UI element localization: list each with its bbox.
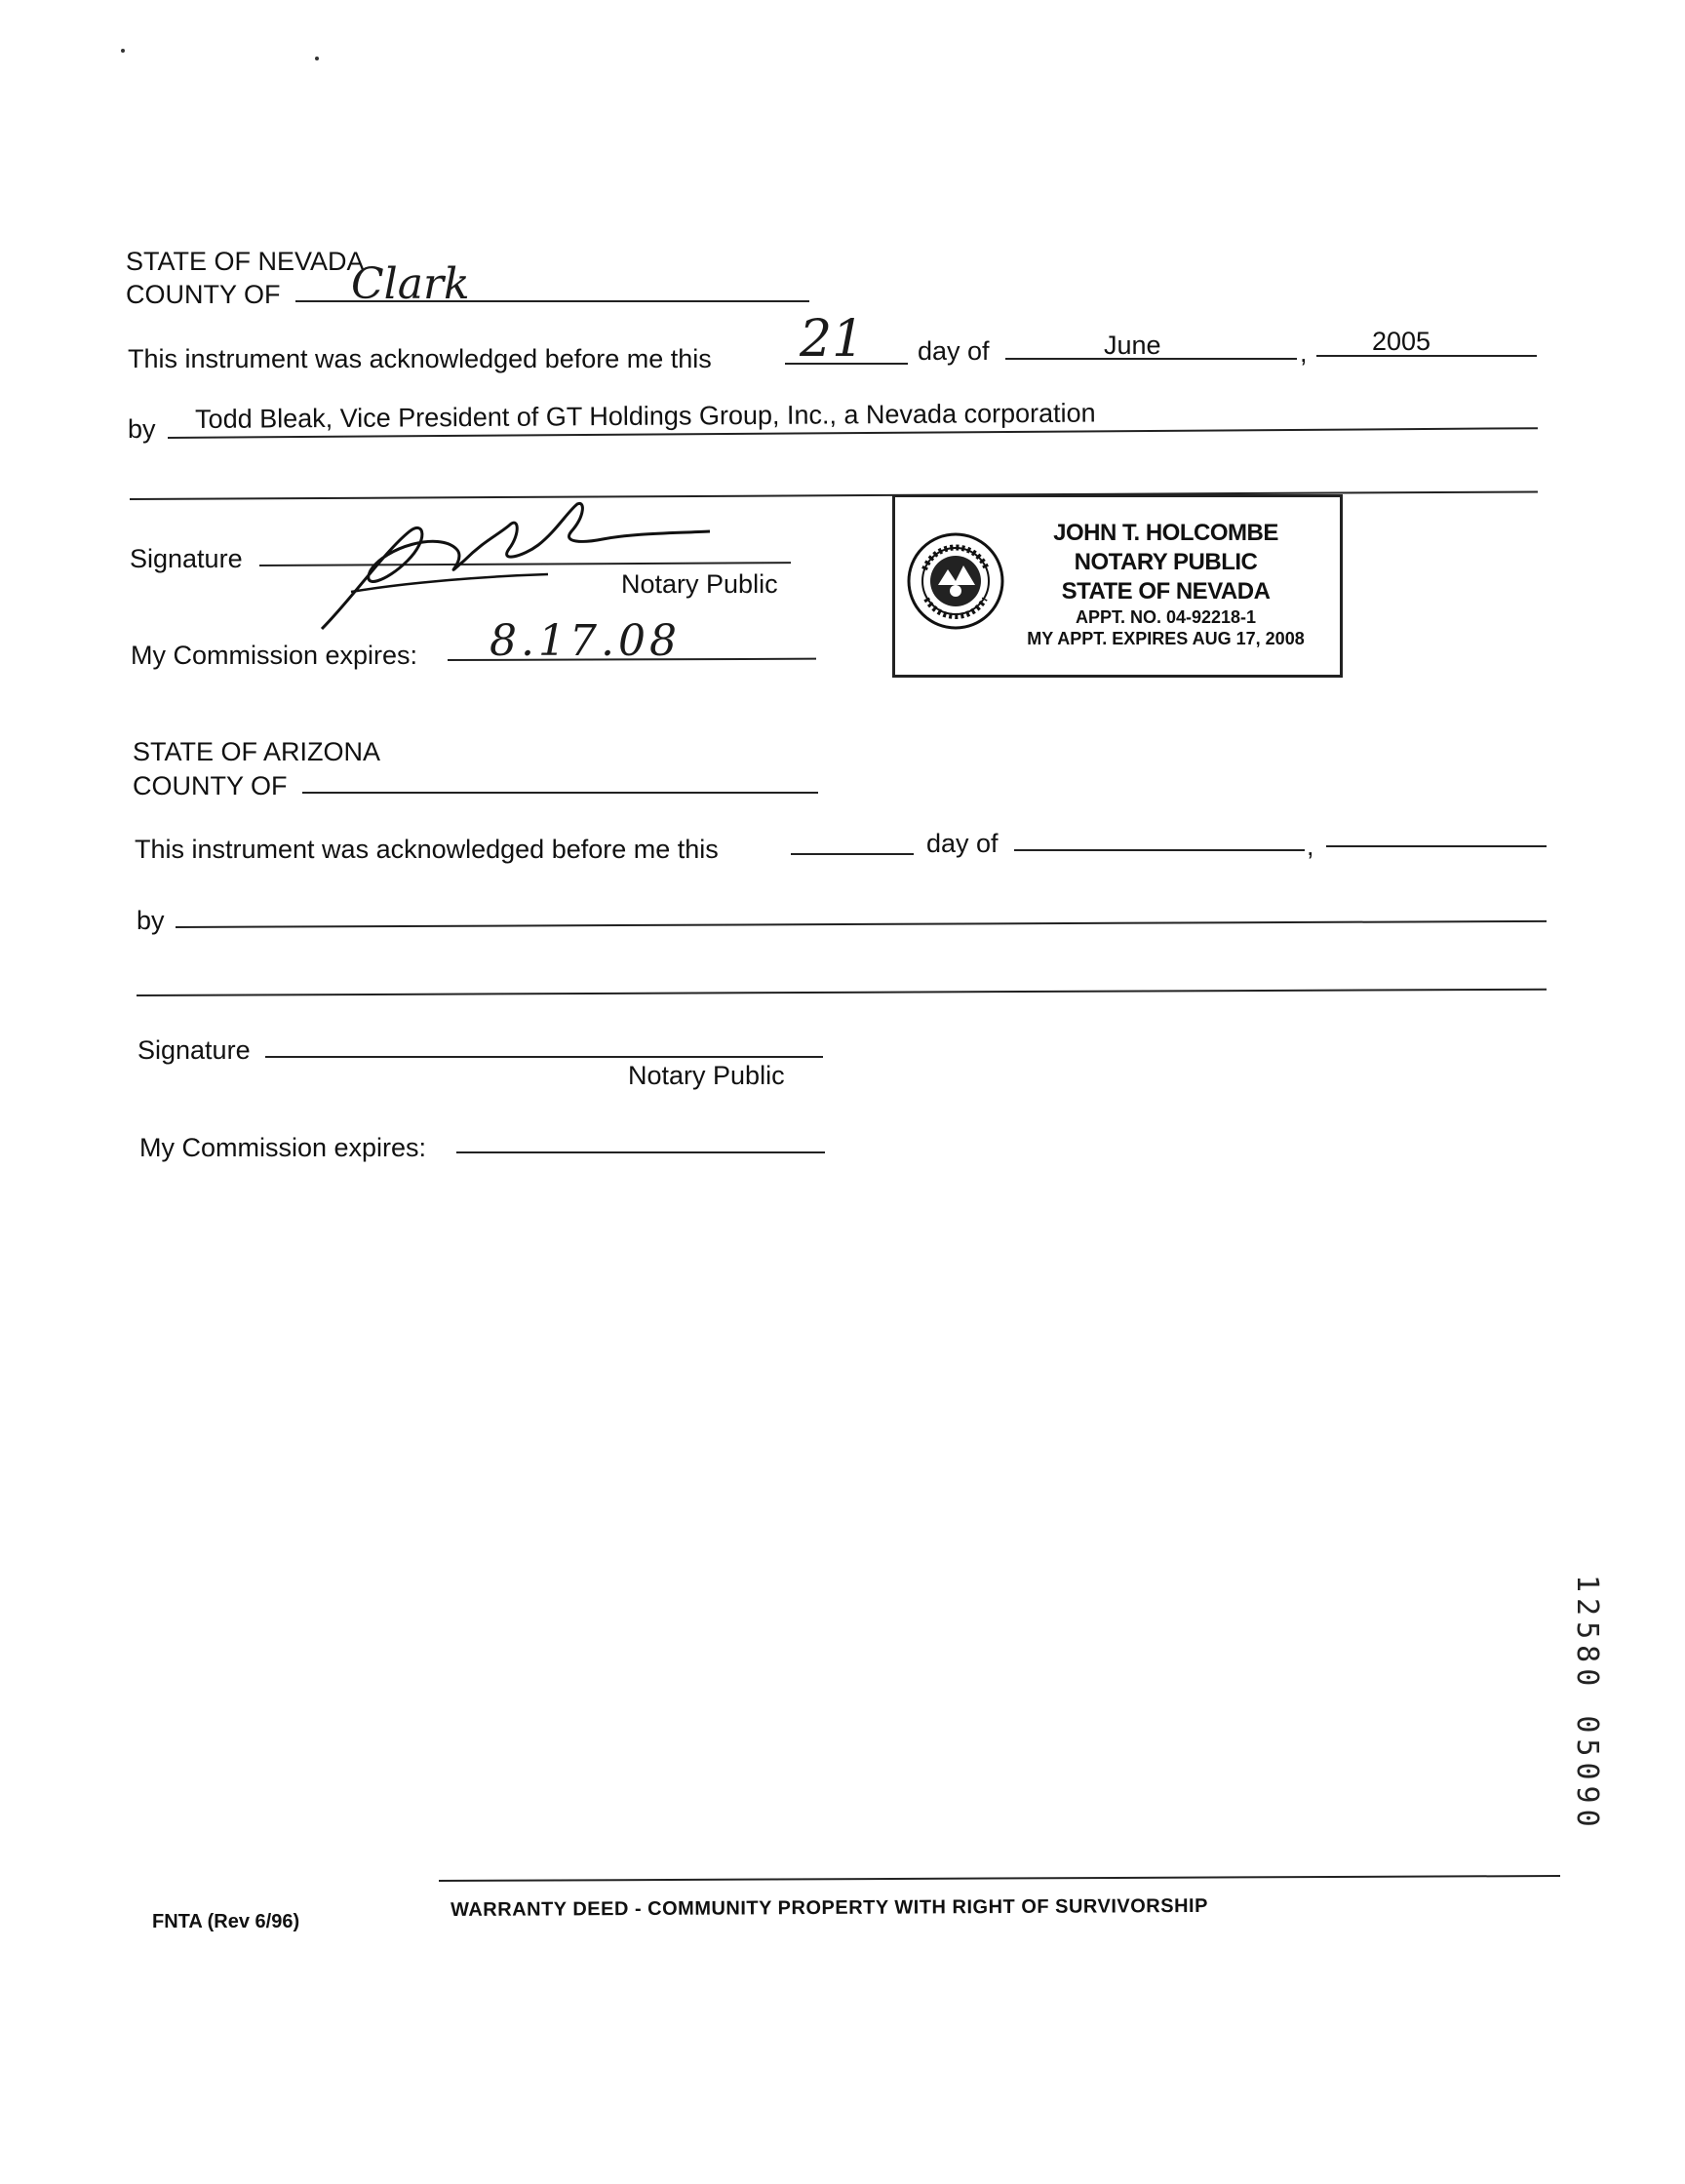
scan-speck — [121, 49, 125, 53]
arizona-day-line — [791, 853, 914, 855]
nevada-county-label: COUNTY OF — [126, 280, 281, 309]
nevada-state-heading: STATE OF NEVADA — [126, 247, 365, 276]
arizona-by-label: by — [137, 906, 165, 935]
footer-rule — [439, 1875, 1560, 1882]
side-document-number: 12580 05090 — [1570, 1575, 1604, 1833]
arizona-date-comma: , — [1307, 832, 1314, 861]
arizona-by-second-line — [137, 989, 1547, 996]
stamp-appointment-expiry: MY APPT. EXPIRES AUG 17, 2008 — [1027, 629, 1305, 648]
arizona-commission-label: My Commission expires: — [139, 1133, 427, 1162]
footer-form-code: FNTA (Rev 6/96) — [152, 1911, 300, 1932]
nevada-year-value: 2005 — [1372, 327, 1431, 356]
arizona-county-line — [302, 792, 818, 794]
nevada-signature-label: Signature — [130, 544, 243, 573]
nevada-by-value: Todd Bleak, Vice President of GT Holdings Group, Inc., a Nevada corporation — [195, 398, 1096, 434]
stamp-notary-title: NOTARY PUBLIC — [1074, 549, 1258, 575]
nevada-day-of-label: day of — [918, 336, 990, 366]
arizona-by-line — [176, 920, 1547, 928]
nevada-commission-label: My Commission expires: — [131, 641, 418, 670]
arizona-year-line — [1326, 845, 1547, 847]
stamp-state: STATE OF NEVADA — [1061, 578, 1271, 604]
nevada-notary-public-label: Notary Public — [621, 569, 778, 599]
footer-deed-title: WARRANTY DEED - COMMUNITY PROPERTY WITH RIGHT OF SURVIVORSHIP — [451, 1894, 1208, 1921]
arizona-signature-label: Signature — [137, 1035, 251, 1065]
arizona-month-line — [1014, 849, 1305, 851]
stamp-notary-name: JOHN T. HOLCOMBE — [1053, 520, 1278, 546]
arizona-day-of-label: day of — [926, 829, 999, 858]
nevada-day-handwritten: 21 — [800, 310, 865, 369]
nevada-ack-text: This instrument was acknowledged before me this — [128, 344, 712, 373]
notary-stamp — [892, 494, 1343, 678]
arizona-state-heading: STATE OF ARIZONA — [133, 737, 381, 766]
nevada-commission-handwritten: 8.17.08 — [490, 616, 681, 666]
nevada-county-handwritten: Clark — [351, 259, 470, 309]
nevada-by-label: by — [128, 414, 156, 444]
nevada-date-comma: , — [1300, 338, 1308, 368]
scan-speck — [315, 57, 319, 60]
arizona-county-label: COUNTY OF — [133, 771, 288, 800]
nevada-month-value: June — [1104, 331, 1161, 360]
arizona-ack-text: This instrument was acknowledged before me this — [135, 835, 719, 864]
arizona-signature-line — [265, 1056, 823, 1058]
state-seal-icon — [905, 530, 1006, 632]
stamp-appointment-number: APPT. NO. 04-92218-1 — [1075, 607, 1257, 627]
arizona-notary-public-label: Notary Public — [628, 1061, 785, 1090]
arizona-commission-line — [456, 1151, 825, 1153]
